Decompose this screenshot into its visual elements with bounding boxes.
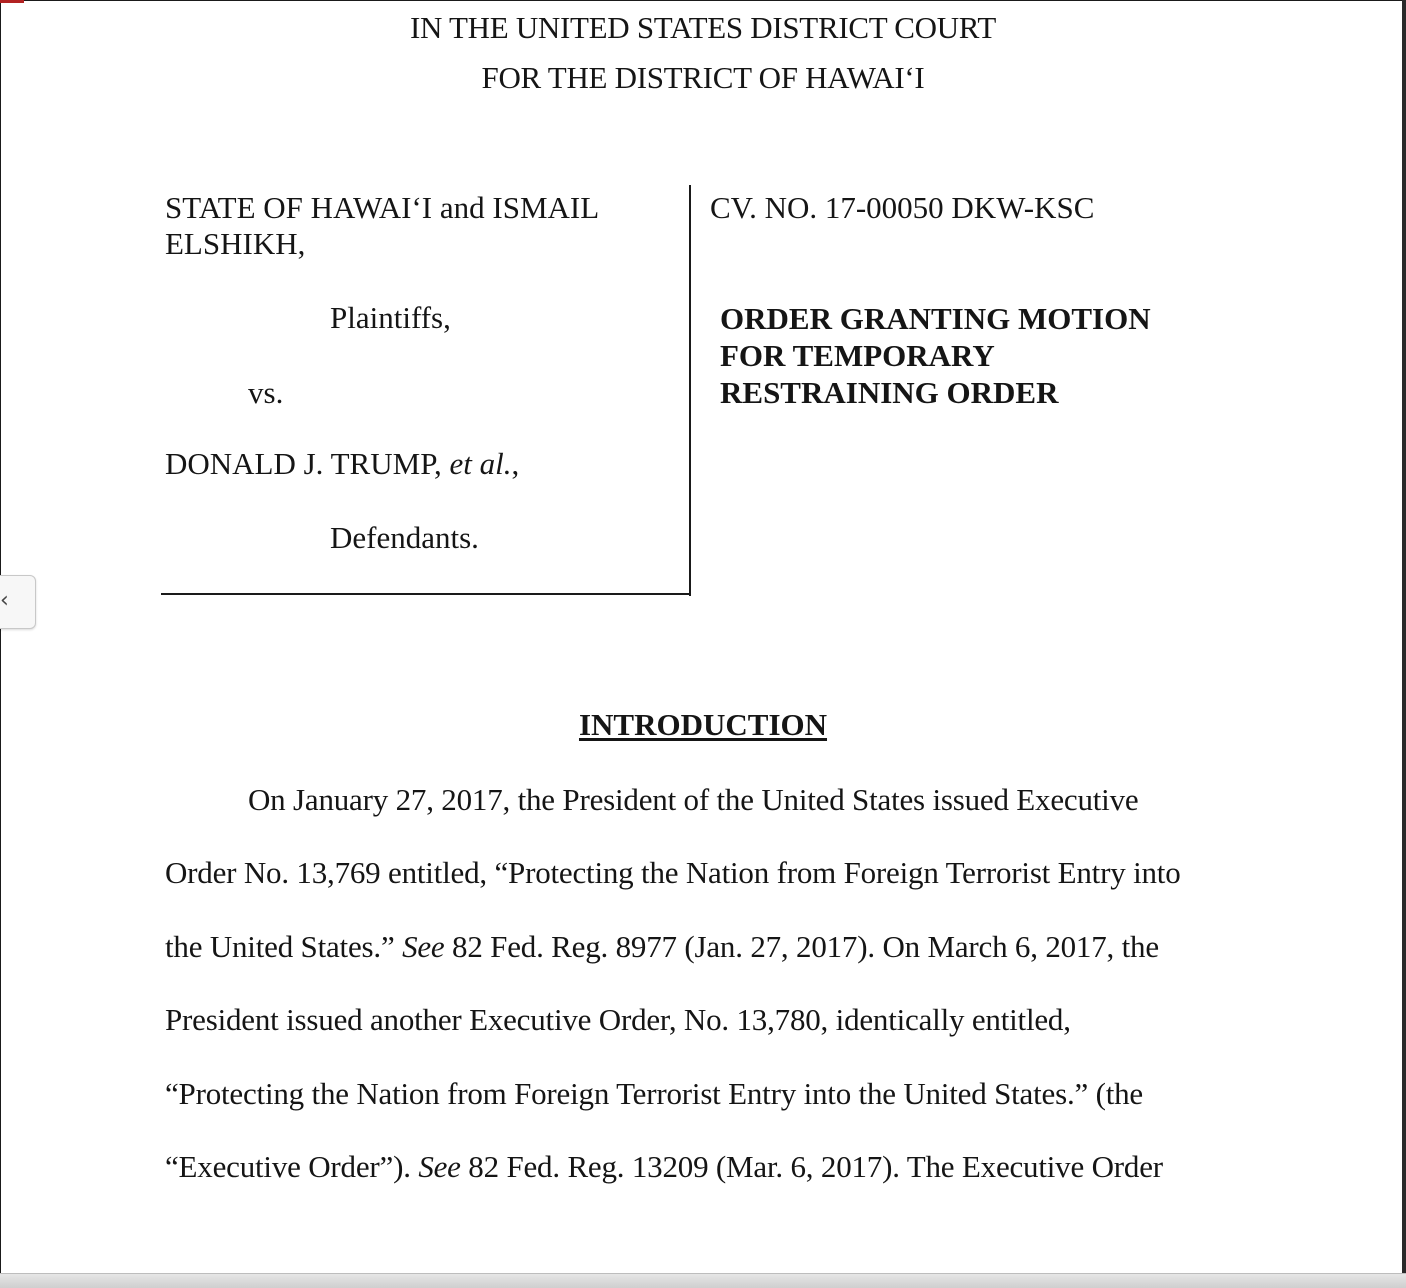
section-heading-text: INTRODUCTION [578,707,828,742]
paragraph-line: “Protecting the Nation from Foreign Terrorist Entry into the United States.” (the [165,1076,1143,1111]
defendant-name-text: DONALD J. TRUMP, [165,446,450,481]
paragraph-line: President issued another Executive Order, No. 13,780, identically entitled, [165,1002,1071,1037]
paragraph-line: Order No. 13,769 entitled, “Protecting the Nation from Foreign Terrorist Entry into [165,855,1181,890]
caption-divider-horizontal [161,593,691,595]
court-name-line-2: FOR THE DISTRICT OF HAWAI‘I [481,60,925,95]
versus-label: vs. [248,375,284,410]
defendant-suffix: , [511,446,520,481]
et-al-text: et al. [449,446,512,481]
paragraph-line [165,1149,1237,1185]
line-text: the United States.” [165,929,403,964]
defendant-name [165,446,519,482]
court-name-line-1: IN THE UNITED STATES DISTRICT COURT [410,10,996,45]
section-heading [0,707,1406,743]
line-text: 82 Fed. Reg. 13209 (Mar. 6, 2017). The Executive Order [460,1149,1163,1184]
horizontal-scrollbar[interactable] [0,1273,1406,1288]
case-number: CV. NO. 17-00050 DKW-KSC [710,190,1095,225]
citation-signal: See [418,1149,461,1184]
paragraph-line [165,929,1237,965]
citation-signal: See [402,929,445,964]
paragraph-line: On January 27, 2017, the President of the United States issued Executive [248,782,1139,817]
chevron-left-icon: ‹ [0,588,9,613]
defendants-label: Defendants. [330,520,479,555]
line-text: “Executive Order”). [165,1149,419,1184]
caption-divider-vertical [689,185,691,596]
sidebar-toggle-button[interactable] [0,575,36,629]
window-edge [1402,0,1406,1288]
line-text: 82 Fed. Reg. 8977 (Jan. 27, 2017). On March 6, 2017, the [444,929,1159,964]
plaintiffs-label: Plaintiffs, [330,300,451,335]
plaintiff-names: STATE OF HAWAI‘I and ISMAIL ELSHIKH, [165,190,599,261]
order-title: ORDER GRANTING MOTION FOR TEMPORARY RESTRAINING ORDER [720,301,1151,410]
corner-accent [0,0,24,3]
